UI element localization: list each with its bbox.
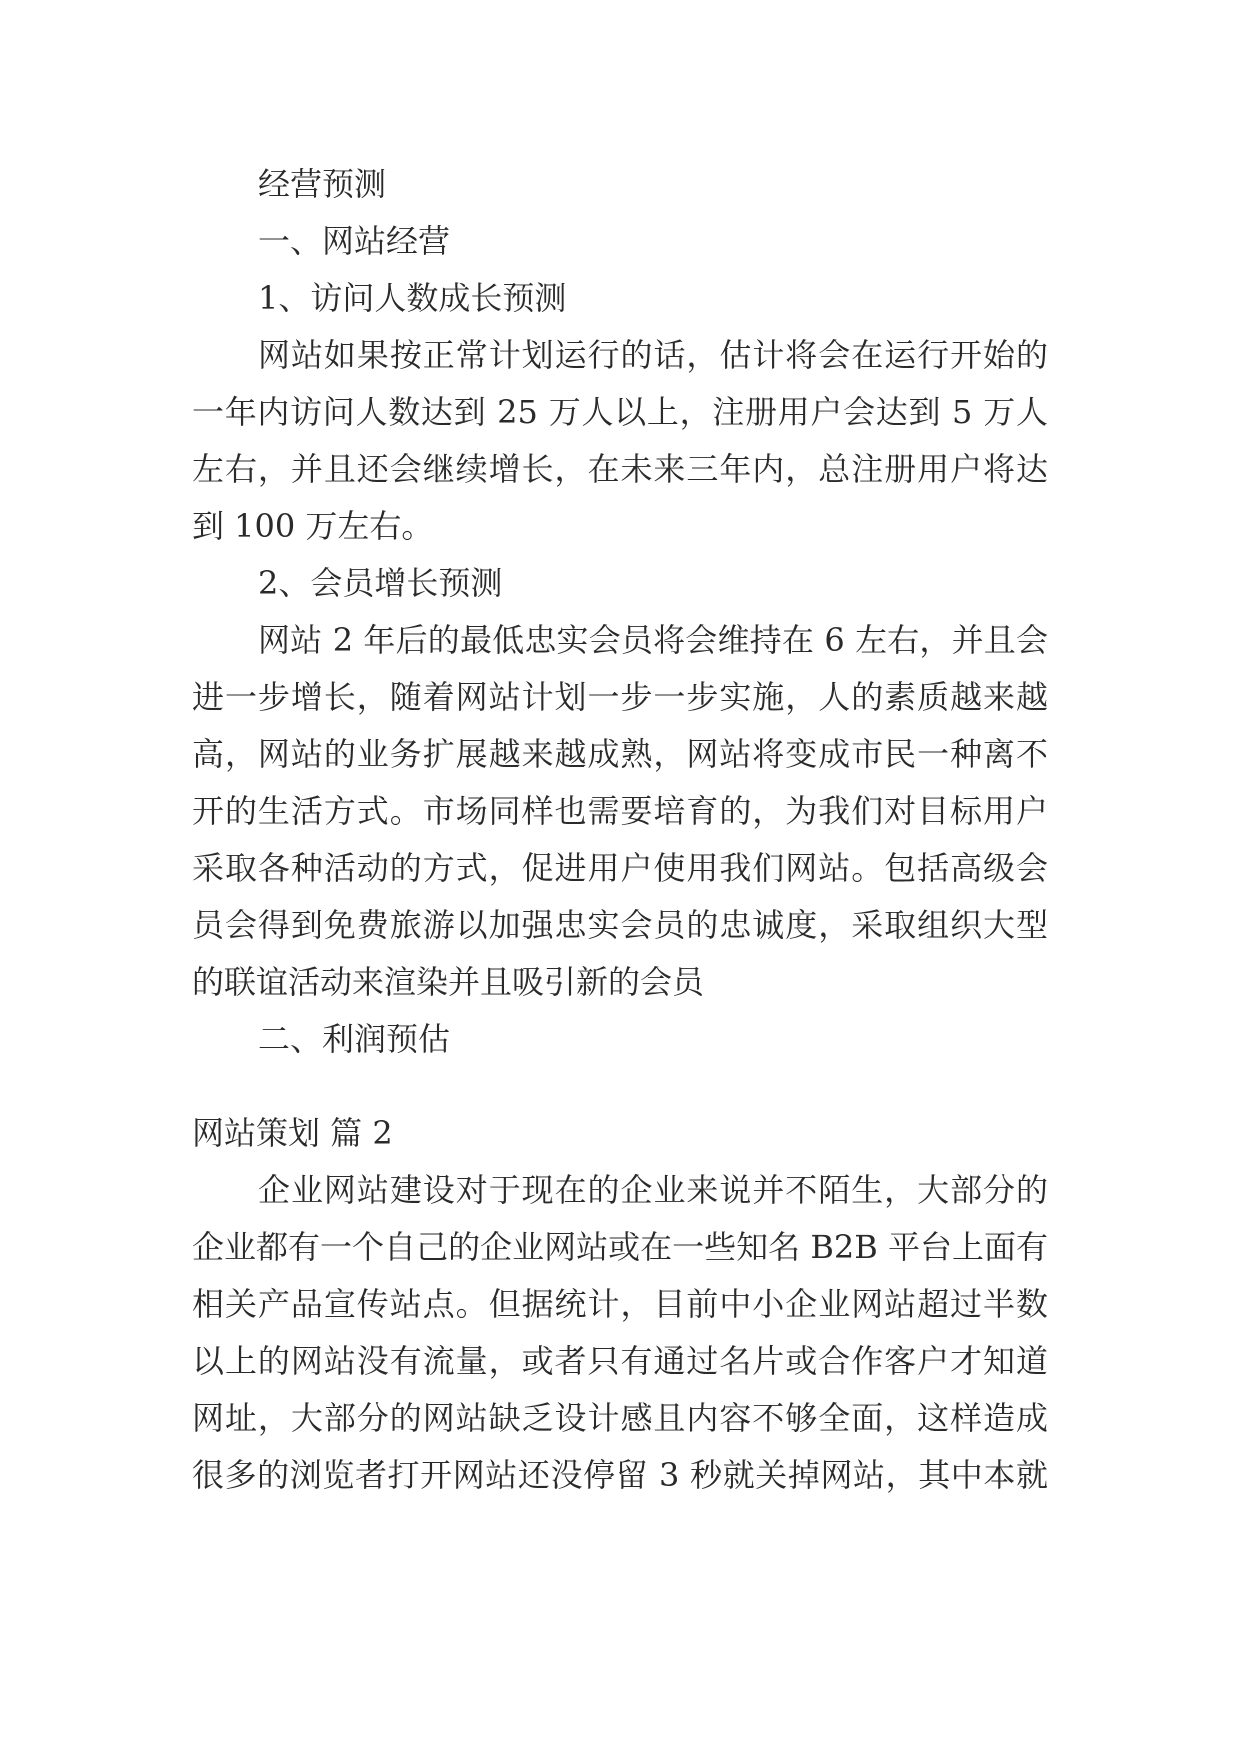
paragraph-line: 进一步增长，随着网站计划一步一步实施，人的素质越来越: [192, 678, 1048, 716]
paragraph-line: 企业网站建设对于现在的企业来说并不陌生，大部分的: [258, 1171, 1048, 1209]
paragraph-line: 很多的浏览者打开网站还没停留 3 秒就关掉网站，其中本就: [192, 1456, 1048, 1494]
paragraph-line: 相关产品宣传站点。但据统计，目前中小企业网站超过半数: [192, 1285, 1048, 1323]
paragraph-line: 采取各种活动的方式，促进用户使用我们网站。包括高级会: [192, 849, 1048, 887]
paragraph-line: 的联谊活动来渲染并且吸引新的会员: [192, 963, 705, 1001]
paragraph-line: 左右，并且还会继续增长，在未来三年内，总注册用户将达: [192, 450, 1048, 488]
paragraph-line: 以上的网站没有流量，或者只有通过名片或合作客户才知道: [192, 1342, 1048, 1380]
paragraph-line: 开的生活方式。市场同样也需要培育的，为我们对目标用户: [192, 792, 1048, 830]
paragraph-line: 网址，大部分的网站缺乏设计感且内容不够全面，这样造成: [192, 1399, 1048, 1437]
item-heading: 2、会员增长预测: [258, 564, 503, 602]
paragraph-line: 到 100 万左右。: [192, 507, 434, 545]
paragraph-line: 企业都有一个自己的企业网站或在一些知名 B2B 平台上面有: [192, 1228, 1048, 1266]
item-heading: 1、访问人数成长预测: [258, 279, 567, 317]
article-heading: 网站策划 篇 2: [192, 1114, 393, 1152]
paragraph-line: 高，网站的业务扩展越来越成熟，网站将变成市民一种离不: [192, 735, 1048, 773]
section-heading: 经营预测: [258, 165, 387, 203]
paragraph-line: 员会得到免费旅游以加强忠实会员的忠诚度，采取组织大型: [192, 906, 1048, 944]
subsection-heading: 二、利润预估: [258, 1020, 451, 1058]
paragraph-line: 一年内访问人数达到 25 万人以上，注册用户会达到 5 万人: [192, 393, 1048, 431]
subsection-heading: 一、网站经营: [258, 222, 451, 260]
paragraph-line: 网站如果按正常计划运行的话，估计将会在运行开始的: [258, 336, 1048, 374]
paragraph-line: 网站 2 年后的最低忠实会员将会维持在 6 左右，并且会: [258, 621, 1048, 659]
